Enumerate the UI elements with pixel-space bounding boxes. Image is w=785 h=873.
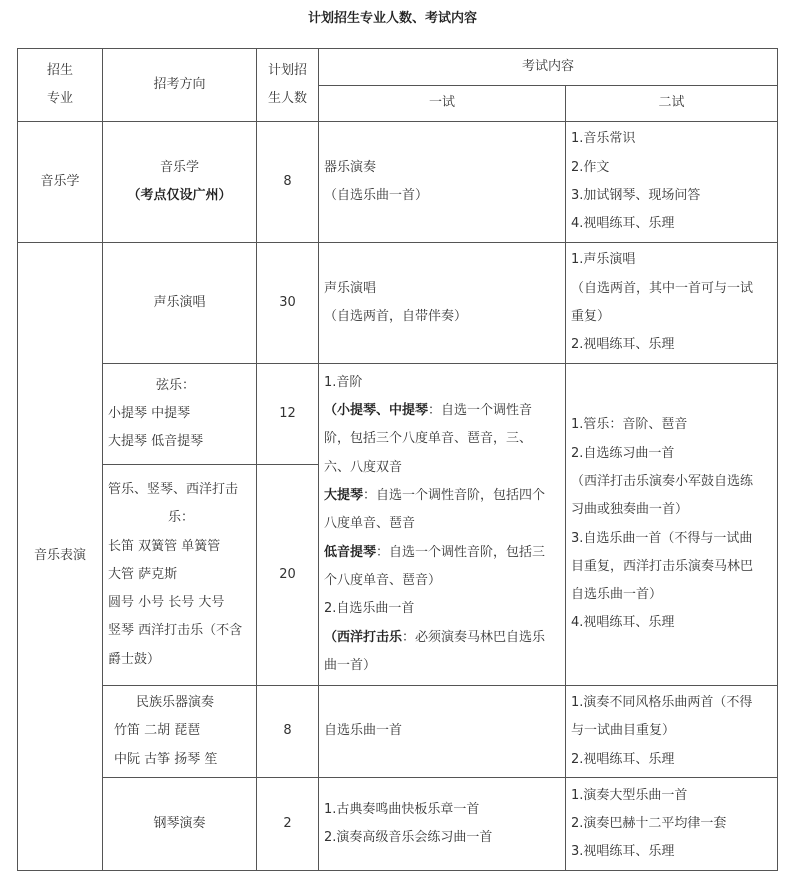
orch-r2-line4: 习曲或独奏曲一首） xyxy=(571,502,689,518)
folk-count-value: 8 xyxy=(283,723,292,739)
winds-direction-line7: 爵士鼓） xyxy=(108,651,161,667)
header-round2-text: 二试 xyxy=(658,95,685,111)
piano-r1-line2: 2.演奏高级音乐会练习曲一首 xyxy=(324,830,493,845)
vocal-r1-line1: 声乐演唱 xyxy=(324,280,377,296)
orchestral-round2 xyxy=(566,364,777,685)
piano-round2 xyxy=(566,778,777,870)
winds-direction-line6: 竖琴 西洋打击乐（不含 xyxy=(108,623,243,639)
folk-direction xyxy=(103,686,256,777)
strings-count-value: 12 xyxy=(279,405,296,421)
orch-r1-line3: 阶，包括三个八度单音、琶音，三、 xyxy=(324,431,533,447)
strings-direction xyxy=(103,364,256,464)
orch-r1-line7 xyxy=(324,539,565,567)
header-plan-line1: 计划招 xyxy=(267,62,307,78)
vocal-r2-line4: 2.视唱练耳、乐理 xyxy=(571,337,675,353)
strings-direction-line2: 小提琴 中提琴 xyxy=(108,405,191,421)
orch-r1-line5-rest: ：自选一个调性音阶，包括四个 xyxy=(363,488,546,504)
piano-r2-line3: 3.视唱练耳、乐理 xyxy=(571,844,675,860)
orch-r1-line9: 2.自选乐曲一首 xyxy=(324,601,415,617)
orch-r1-line4: 六、八度双音 xyxy=(324,459,403,475)
vocal-r2-line2: （自选两首，其中一首可与一试 xyxy=(571,280,754,296)
header-plan-count xyxy=(257,49,318,121)
header-major-line1: 招生 xyxy=(46,62,73,78)
orch-r2-line1: 1.管乐：音阶、琶音 xyxy=(571,417,688,433)
header-round1 xyxy=(319,86,565,121)
orch-r1-line6: 八度单音、琶音 xyxy=(324,516,416,532)
header-round2 xyxy=(566,86,777,121)
orch-r1-line8: 个八度单音、琶音） xyxy=(324,572,442,588)
folk-count xyxy=(257,686,318,777)
winds-count xyxy=(257,465,318,685)
piano-r2-line2: 2.演奏巴赫十二平均律一套 xyxy=(571,815,727,831)
musicology-r2-line4: 4.视唱练耳、乐理 xyxy=(571,216,675,232)
orch-r1-line11: 曲一首） xyxy=(324,657,377,673)
orch-r1-line2-bold: （小提琴、中提琴 xyxy=(324,403,429,419)
folk-direction-line3: 中阮 古筝 扬琴 笙 xyxy=(114,751,218,767)
orch-r1-line7-bold: 低音提琴 xyxy=(324,544,377,560)
musicology-direction-note: （考点仅设广州） xyxy=(127,188,232,203)
musicology-direction xyxy=(103,122,256,242)
header-major xyxy=(18,49,102,121)
header-exam-content xyxy=(319,49,777,85)
header-exam-text: 考试内容 xyxy=(521,58,574,74)
piano-count-value: 2 xyxy=(283,815,292,831)
vocal-r2-line3: 重复） xyxy=(571,309,611,324)
piano-direction xyxy=(103,778,256,870)
folk-r2-line2: 与一试曲目重复） xyxy=(571,723,676,739)
header-plan-line2: 生人数 xyxy=(267,91,307,106)
vocal-round1 xyxy=(319,243,565,363)
header-major-line2: 专业 xyxy=(46,91,73,106)
winds-direction-line1: 管乐、竖琴、西洋打击 xyxy=(108,481,239,497)
page-title: 计划招生专业人数、考试内容 xyxy=(307,11,477,26)
winds-direction-line4: 大管 萨克斯 xyxy=(108,566,178,582)
winds-direction-line3: 长笛 双簧管 单簧管 xyxy=(108,538,221,554)
folk-r1-line1: 自选乐曲一首 xyxy=(324,723,403,739)
vocal-direction-text: 声乐演唱 xyxy=(153,294,206,310)
folk-round1 xyxy=(319,686,565,777)
performance-major xyxy=(18,243,102,870)
winds-direction-line5: 圆号 小号 长号 大号 xyxy=(108,595,225,611)
musicology-direction-line1: 音乐学 xyxy=(159,159,199,175)
winds-direction-line2: 乐： xyxy=(168,510,195,526)
orch-r2-line8: 4.视唱练耳、乐理 xyxy=(571,615,675,631)
folk-r2-line3: 2.视唱练耳、乐理 xyxy=(571,751,675,767)
grid-line xyxy=(777,48,778,871)
orch-r1-line10-bold: （西洋打击乐 xyxy=(324,629,403,645)
musicology-r2-line2: 2.作文 xyxy=(571,159,610,175)
folk-r2-line1: 1.演奏不同风格乐曲两首（不得 xyxy=(571,695,753,711)
piano-round1 xyxy=(319,778,565,870)
folk-round2 xyxy=(566,686,777,777)
strings-direction-line3: 大提琴 低音提琴 xyxy=(108,434,204,450)
musicology-r2-line1: 1.音乐常识 xyxy=(571,131,636,147)
vocal-r2-line1: 1.声乐演唱 xyxy=(571,252,636,268)
musicology-round1 xyxy=(319,122,565,242)
vocal-count xyxy=(257,243,318,363)
orch-r1-line2-rest: ：自选一个调性音 xyxy=(428,403,533,419)
strings-direction-line1: 弦乐： xyxy=(156,377,196,393)
musicology-major xyxy=(18,122,102,242)
header-direction xyxy=(103,49,256,121)
vocal-count-value: 30 xyxy=(279,294,296,310)
orch-r1-line5 xyxy=(324,482,565,510)
orchestral-round1 xyxy=(319,364,565,685)
orch-r2-line5: 3.自选乐曲一首（不得与一试曲 xyxy=(571,530,753,546)
winds-direction xyxy=(103,465,256,685)
orch-r1-line10-rest: ：必须演奏马林巴自选乐 xyxy=(402,629,546,645)
piano-direction-text: 钢琴演奏 xyxy=(153,815,206,831)
orch-r2-line7: 自选乐曲一首） xyxy=(571,587,663,603)
piano-count xyxy=(257,778,318,870)
piano-r1-line1: 1.古典奏鸣曲快板乐章一首 xyxy=(324,801,480,817)
musicology-round2 xyxy=(566,122,777,242)
folk-direction-line1: 民族乐器演奏 xyxy=(136,695,215,711)
orch-r2-line2: 2.自选练习曲一首 xyxy=(571,445,675,461)
vocal-round2 xyxy=(566,243,777,363)
musicology-r2-line3: 3.加试钢琴、现场问答 xyxy=(571,188,701,203)
folk-direction-line2: 竹笛 二胡 琵琶 xyxy=(114,723,201,739)
musicology-major-text: 音乐学 xyxy=(40,173,80,189)
grid-line xyxy=(17,870,778,871)
header-round1-text: 一试 xyxy=(428,95,455,111)
winds-count-value: 20 xyxy=(279,566,296,582)
orch-r1-line5-bold: 大提琴 xyxy=(324,488,364,504)
orch-r1-line1: 1.音阶 xyxy=(324,374,363,390)
vocal-direction xyxy=(103,243,256,363)
musicology-r1-line2: （自选乐曲一首） xyxy=(324,188,429,203)
orch-r1-line7-rest: ：自选一个调性音阶，包括三 xyxy=(376,544,546,560)
musicology-count-value: 8 xyxy=(283,173,292,189)
strings-count xyxy=(257,364,318,464)
vocal-r1-line2: （自选两首，自带伴奏） xyxy=(324,309,468,324)
musicology-count xyxy=(257,122,318,242)
musicology-r1-line1: 器乐演奏 xyxy=(324,159,377,175)
piano-r2-line1: 1.演奏大型乐曲一首 xyxy=(571,787,688,803)
orch-r1-line10 xyxy=(324,624,565,652)
orch-r2-line3: （西洋打击乐演奏小军鼓自选练 xyxy=(571,473,754,489)
orch-r2-line6: 目重复，西洋打击乐演奏马林巴 xyxy=(571,558,754,574)
orch-r1-line2 xyxy=(324,397,565,425)
header-direction-text: 招考方向 xyxy=(153,76,206,92)
performance-major-text: 音乐表演 xyxy=(33,548,86,564)
